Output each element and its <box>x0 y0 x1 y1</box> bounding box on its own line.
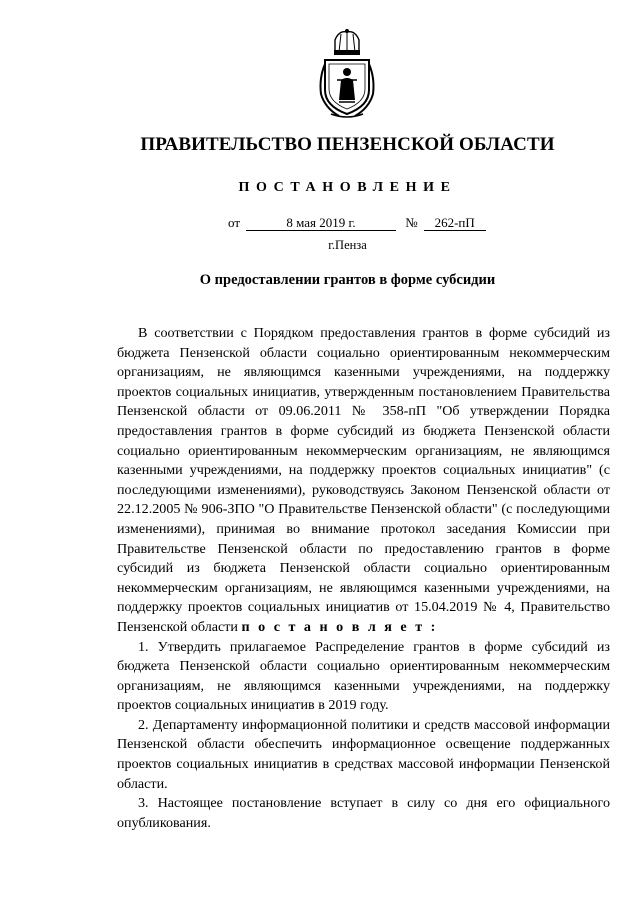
decree-word: п о с т а н о в л я е т : <box>241 618 438 635</box>
document-type: ПОСТАНОВЛЕНИЕ <box>238 180 457 195</box>
decree-item-2: 2. Департаменту информационной политики и средств массовой информации Пензенской области обеспечить информационное освещение поддержанных проектов социальных инициатив в средствах массовой информации Пензенской области. <box>117 716 610 792</box>
city: г.Пенза <box>328 238 367 252</box>
document-number: 262-пП <box>424 215 486 231</box>
decree-item-3: 3. Настоящее постановление вступает в силу со дня его официального опубликования. <box>117 795 610 831</box>
document-body <box>117 324 610 833</box>
number-label: № <box>405 215 418 230</box>
date-label: от <box>228 215 241 230</box>
organization-name: ПРАВИТЕЛЬСТВО ПЕНЗЕНСКОЙ ОБЛАСТИ <box>140 134 555 155</box>
preamble-text: В соответствии с Порядком предоставления грантов в форме субсидий из бюджета Пензенской области социально ориентированным некоммерческим организациям, не являющимся казенными учреждениями, на поддержку проектов социальных инициатив, утвержденным постановлением Правительства Пензенской области от 09.06.2011 № 358-пП "Об утверждении Порядка предоставления грантов в форме субсидий из бюджета Пензенской области социально ориентированным некоммерческим организациям, не являющимся казенными учреждениями, на поддержку проектов социальных инициатив" (с последующими изменениями), руководствуясь Законом Пензенской области от 22.12.2005 № 906-ЗПО "О Правительстве Пензенской области" (с последующими изменениями), принимая во внимание протокол заседания Комиссии при Правительстве Пензенской области по предоставлению грантов в форме субсидий из бюджета Пензенской области социально ориентированным некоммерческим организациям, не являющимся казенными учреждениями, на поддержку проектов социальных инициатив от 15.04.2019 № 4, Правительство Пензенской области <box>117 325 610 635</box>
decree-item-1: 1. Утвердить прилагаемое Распределение грантов в форме субсидий из бюджета Пензенской области социально ориентированным некоммерческим организациям, не являющимся казенными учреждениями, на поддержку проектов социальных инициатив в 2019 году. <box>117 638 610 714</box>
coat-of-arms-icon <box>317 28 377 120</box>
document-date: 8 мая 2019 г. <box>246 215 396 231</box>
date-number-line <box>228 215 486 231</box>
preamble-paragraph <box>117 324 610 638</box>
document-title: О предоставлении грантов в форме субсидии <box>199 272 496 288</box>
